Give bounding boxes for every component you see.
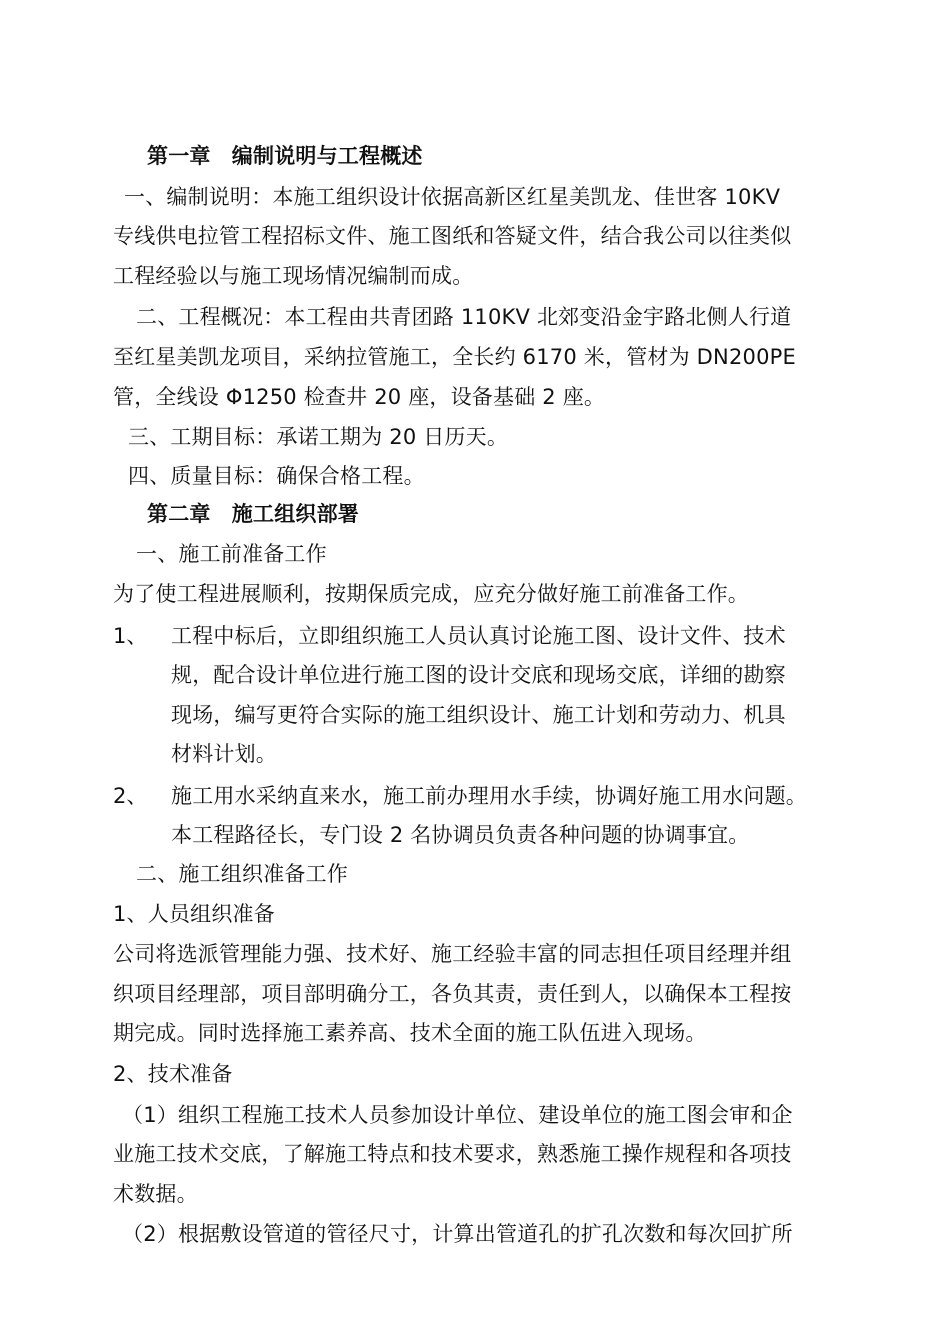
list-item-1-line-4: 材料计划。 [171,742,277,766]
list-item-1-line-3: 现场，编写更符合实际的施工组织设计、施工计划和劳动力、机具 [171,703,786,727]
subsection-technical-title: 2、技术准备 [113,1062,233,1086]
personnel-line-3: 期完成。同时选择施工素养高、技术全面的施工队伍进入现场。 [113,1021,707,1045]
list-item-2-line-2: 本工程路径长，专门设 2 名协调员负责各种问题的协调事宜。 [171,823,750,847]
chapter-1-paragraph-2-line-3: 管，全线设 Φ1250 检查井 20 座，设备基础 2 座。 [113,385,606,409]
chapter-2-title: 第二章 施工组织部署 [147,502,359,526]
personnel-line-2: 织项目经理部，项目部明确分工，各负其责，责任到人，以确保本工程按 [113,982,792,1006]
section-2-title: 二、施工组织准备工作 [136,862,348,886]
chapter-1-paragraph-1-line-3: 工程经验以与施工现场情况编制而成。 [113,264,474,288]
list-item-2-number: 2、 [113,784,148,808]
list-item-1-line-1: 工程中标后，立即组织施工人员认真讨论施工图、设计文件、技术 [171,624,786,648]
chapter-1-title: 第一章 编制说明与工程概述 [147,144,423,168]
technical-item-1-line-1: （1）组织工程施工技术人员参加设计单位、建设单位的施工图会审和企 [122,1103,793,1127]
chapter-1-paragraph-2-line-1: 二、工程概况：本工程由共青团路 110KV 北郊变沿金宇路北侧人行道 [136,305,792,329]
chapter-1-paragraph-1-line-2: 专线供电拉管工程招标文件、施工图纸和答疑文件，结合我公司以往类似 [113,224,792,248]
list-item-1-number: 1、 [113,624,148,648]
quality-target: 四、质量目标：确保合格工程。 [128,464,425,488]
technical-item-1-line-2: 业施工技术交底，了解施工特点和技术要求，熟悉施工操作规程和各项技 [113,1142,792,1166]
section-1-title: 一、施工前准备工作 [136,542,327,566]
chapter-1-paragraph-2-line-2: 至红星美凯龙项目，采纳拉管施工，全长约 6170 米，管材为 DN200PE [113,345,796,369]
list-item-1-line-2: 规，配合设计单位进行施工图的设计交底和现场交底，详细的勘察 [171,663,786,687]
schedule-target: 三、工期目标：承诺工期为 20 日历天。 [128,425,509,449]
chapter-1-paragraph-1-line-1: 一、编制说明：本施工组织设计依据高新区红星美凯龙、佳世客 10KV [124,185,781,209]
subsection-personnel-title: 1、人员组织准备 [113,902,275,926]
section-1-intro: 为了使工程进展顺利，按期保质完成，应充分做好施工前准备工作。 [113,582,749,606]
technical-item-1-line-3: 术数据。 [113,1182,198,1206]
technical-item-2-line-1: （2）根据敷设管道的管径尺寸，计算出管道孔的扩孔次数和每次回扩所 [122,1222,793,1246]
personnel-line-1: 公司将选派管理能力强、技术好、施工经验丰富的同志担任项目经理并组 [113,942,792,966]
list-item-2-line-1: 施工用水采纳直来水，施工前办理用水手续，协调好施工用水问题。 [171,784,807,808]
